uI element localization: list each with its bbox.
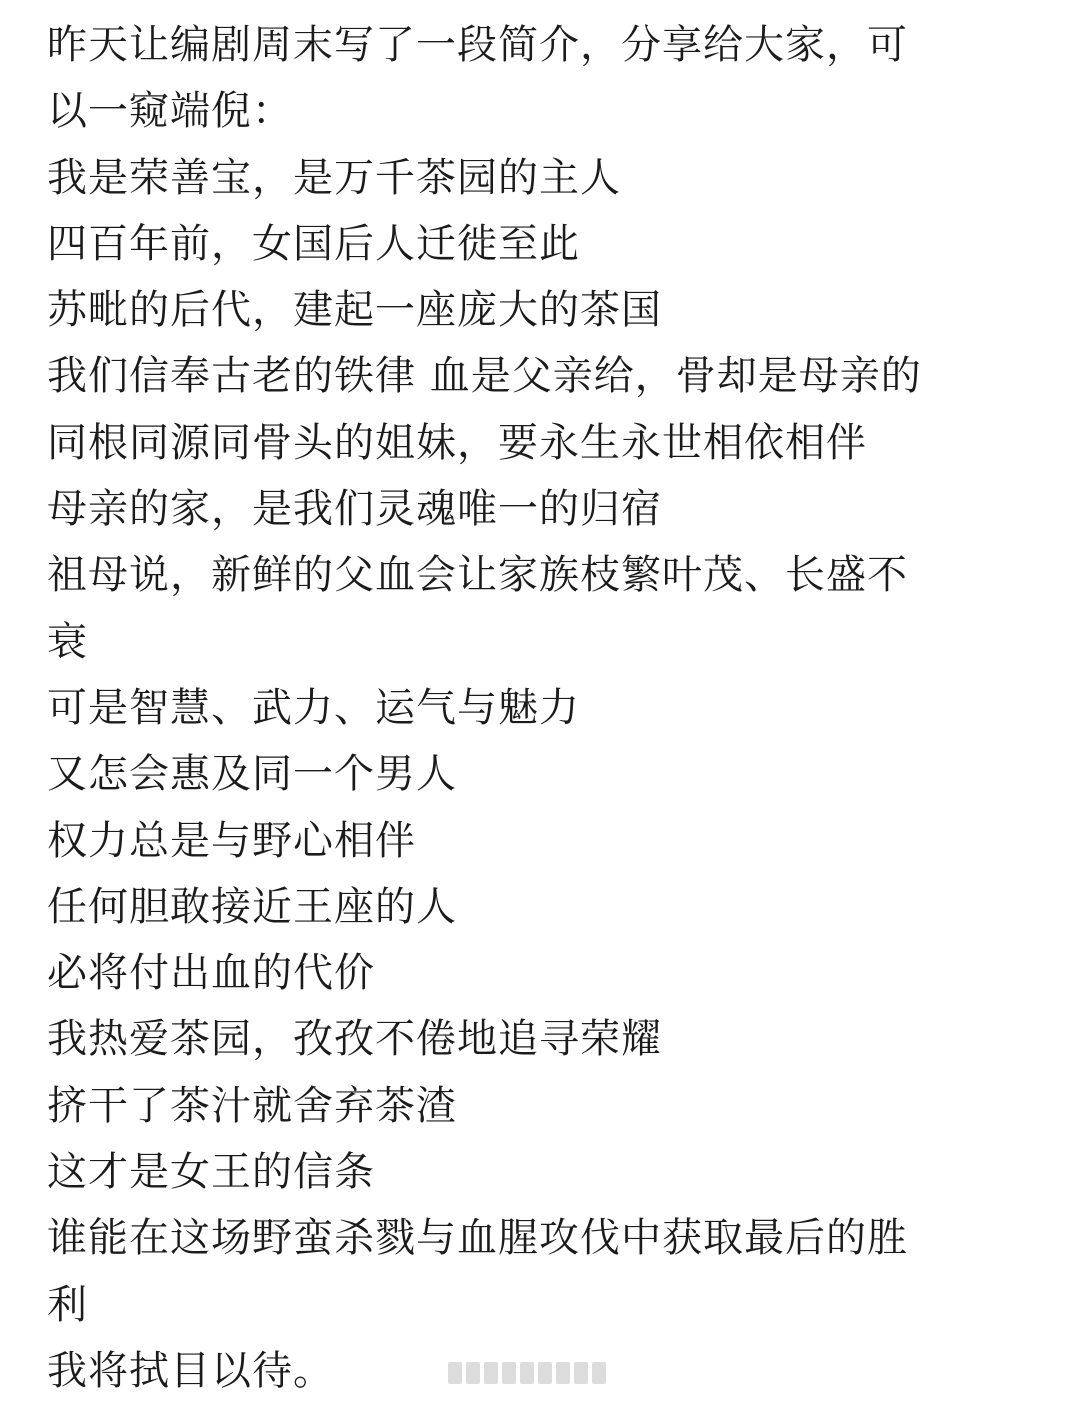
watermark-glyph — [538, 1362, 552, 1384]
watermark-glyph — [502, 1362, 516, 1384]
post-line: 挤干了茶汁就舍弃茶渣 — [47, 1082, 457, 1129]
post-line: 昨天让编剧周末写了一段简介，分享给大家，可 — [47, 22, 908, 68]
watermark-glyph — [592, 1362, 606, 1384]
post-line: 我将拭目以待。 — [47, 1347, 334, 1394]
post-line: 母亲的家，是我们灵魂唯一的归宿 — [47, 486, 662, 533]
post-line: 利 — [47, 1281, 88, 1328]
post-line: 我是荣善宝，是万千茶园的主人 — [47, 154, 621, 201]
watermark-glyph — [448, 1362, 462, 1384]
post-line: 衰 — [47, 618, 88, 665]
post-line: 同根同源同骨头的姐妹，要永生永世相依相伴 — [47, 419, 867, 466]
post-line: 任何胆敢接近王座的人 — [47, 883, 457, 930]
watermark-glyph — [484, 1362, 498, 1384]
post-line: 谁能在这场野蛮杀戮与血腥攻伐中获取最后的胜 — [47, 1215, 908, 1262]
post-text — [47, 12, 1037, 1404]
post-line: 我热爱茶园，孜孜不倦地追寻荣耀 — [47, 1016, 662, 1063]
watermark-glyph — [520, 1362, 534, 1384]
watermark-glyph — [466, 1362, 480, 1384]
post-line: 四百年前，女国后人迁徙至此 — [47, 220, 580, 267]
watermark-glyph — [556, 1362, 570, 1384]
watermark-glyphs — [448, 1362, 606, 1384]
post-line: 以一窥端倪： — [47, 88, 293, 135]
watermark-glyph — [574, 1362, 588, 1384]
post-line: 可是智慧、武力、运气与魅力 — [47, 684, 580, 731]
post-line: 祖母说，新鲜的父血会让家族枝繁叶茂、长盛不 — [47, 552, 908, 599]
post-line: 必将付出血的代价 — [47, 950, 375, 997]
post-line: 权力总是与野心相伴 — [47, 817, 416, 864]
post-line: 苏毗的后代，建起一座庞大的茶国 — [47, 287, 662, 334]
post-line: 我们信奉古老的铁律 血是父亲给，骨却是母亲的 — [47, 353, 922, 400]
post-line: 这才是女王的信条 — [47, 1149, 375, 1196]
post-line: 又怎会惠及同一个男人 — [47, 751, 457, 798]
